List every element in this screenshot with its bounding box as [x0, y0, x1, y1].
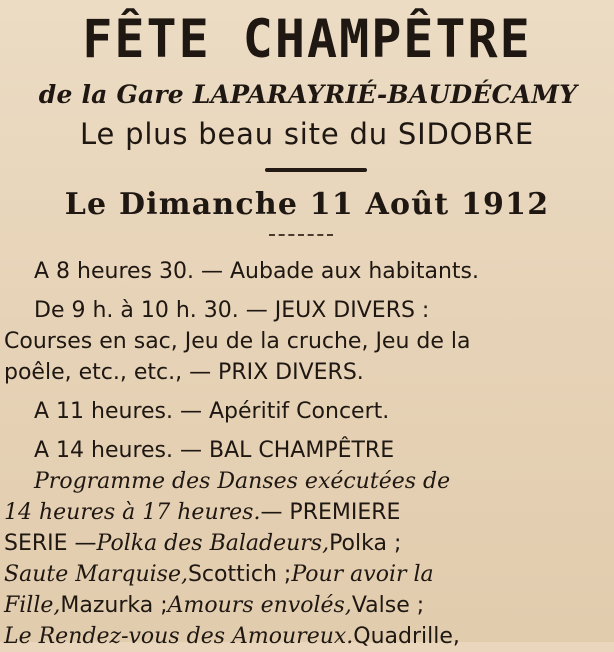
heavy-divider [265, 168, 367, 172]
program-bal-line5: Saute Marquise, Scottich ; Pour avoir la [4, 562, 434, 587]
program-bal-line1: A 14 heures. — BAL CHAMPÊTRE [34, 438, 395, 463]
program-aperitif: A 11 heures. — Apéritif Concert. [34, 399, 390, 424]
program-bal-line6: Fille, Mazurka ; Amours envolés, Valse ; [4, 593, 425, 618]
headline-subtitle: de la Gare LAPARAYRIÉ-BAUDÉCAMY [38, 80, 578, 109]
program-bal-line4: SERIE — Polka des Baladeurs, Polka ; [4, 531, 402, 556]
thin-divider [269, 234, 333, 236]
program-bal-line2: Programme des Danses exécutées de [34, 469, 451, 494]
program-jeux-line3: poêle, etc., etc., — PRIX DIVERS. [4, 360, 364, 385]
program-bal-line3: 14 heures à 17 heures. — PREMIERE [4, 500, 401, 525]
program-jeux-line1: De 9 h. à 10 h. 30. — JEUX DIVERS : [34, 298, 430, 323]
headline-title: FÊTE CHAMPÊTRE [82, 8, 532, 70]
program-jeux-line2: Courses en sac, Jeu de la cruche, Jeu de la [4, 329, 471, 354]
program-bal-line7: Le Rendez-vous des Amoureux. Quadrille, [4, 624, 460, 649]
program-aubade: A 8 heures 30. — Aubade aux habitants. [34, 259, 479, 284]
event-date: Le Dimanche 11 Août 1912 [64, 187, 550, 222]
headline-tagline: Le plus beau site du SIDOBRE [80, 117, 534, 151]
program-text [4, 256, 610, 652]
